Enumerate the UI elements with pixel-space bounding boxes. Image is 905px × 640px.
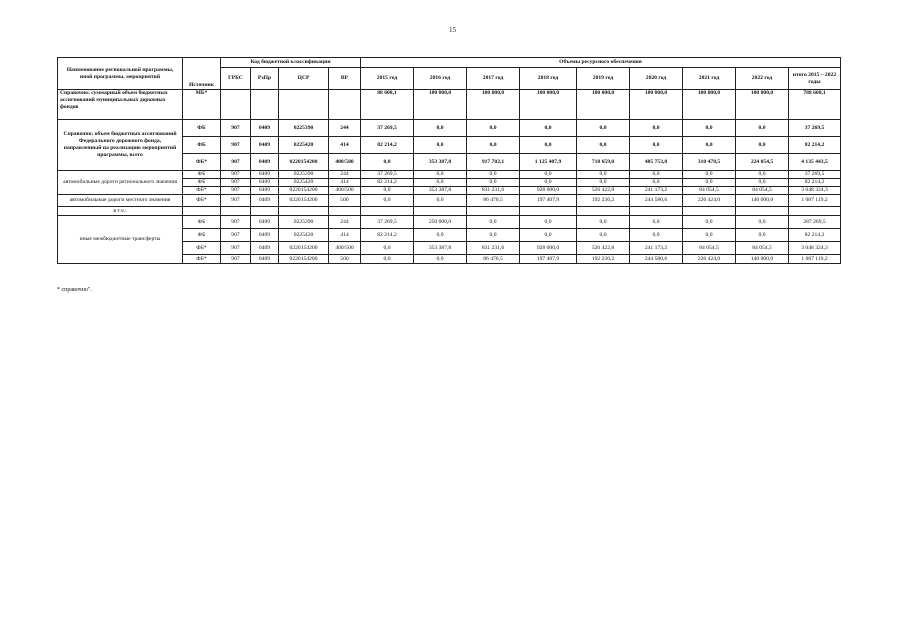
resource-table [57, 57, 841, 264]
value-cell [520, 207, 577, 216]
value-cell: 0,0 [414, 179, 467, 187]
footnote: * справочно". [57, 287, 92, 293]
value-cell: 0,0 [683, 137, 736, 154]
value-cell: 0,0 [736, 229, 789, 242]
table-row [58, 216, 841, 229]
csr-cell: 0220154200 [279, 195, 329, 207]
source-cell: ФБ [183, 171, 221, 179]
value-cell: 140 000,0 [736, 195, 789, 207]
value-cell: 0,0 [520, 120, 577, 137]
grbs-cell: 907 [221, 154, 251, 171]
csr-cell [279, 90, 329, 120]
value-cell: 197 407,9 [520, 195, 577, 207]
header-year: 2018 год [520, 68, 577, 90]
header-csr: ЦСР [279, 68, 329, 90]
value-cell: 226 424,0 [683, 195, 736, 207]
vr-cell: 244 [329, 171, 361, 179]
vr-cell: 244 [329, 216, 361, 229]
grbs-cell: 907 [221, 242, 251, 255]
rzpr-cell: 0409 [251, 229, 279, 242]
table-row [58, 171, 841, 179]
value-cell: 88 608,1 [361, 90, 414, 120]
value-cell: 0,0 [520, 229, 577, 242]
value-cell: 140 000,0 [736, 255, 789, 264]
total-cell: 3 048 324,3 [789, 242, 841, 255]
value-cell: 0,0 [414, 137, 467, 154]
value-cell: 0,0 [361, 187, 414, 195]
csr-cell: 0220154200 [279, 242, 329, 255]
header-year: 2016 год [414, 68, 467, 90]
value-cell: 0,0 [467, 179, 520, 187]
value-cell: 0,0 [630, 171, 683, 179]
source-cell: ФБ [183, 179, 221, 187]
vr-cell: 414 [329, 179, 361, 187]
grbs-cell: 907 [221, 216, 251, 229]
value-cell: 100 000,0 [520, 90, 577, 120]
value-cell: 84 054,5 [736, 242, 789, 255]
total-cell: 1 087 119,2 [789, 195, 841, 207]
value-cell: 485 753,8 [630, 154, 683, 171]
value-cell: 310 478,5 [683, 154, 736, 171]
value-cell: 192 236,2 [577, 255, 630, 264]
header-year: 2021 год [683, 68, 736, 90]
total-cell: 82 214,2 [789, 229, 841, 242]
header-year: 2017 год [467, 68, 520, 90]
value-cell: 241 173,2 [630, 242, 683, 255]
csr-cell: 0225420 [279, 229, 329, 242]
value-cell: 0,0 [467, 216, 520, 229]
rzpr-cell: 0409 [251, 154, 279, 171]
csr-cell: 0225390 [279, 171, 329, 179]
vr-cell: 400/500 [329, 242, 361, 255]
source-cell: МБ* [183, 90, 221, 120]
value-cell: 84 054,5 [683, 187, 736, 195]
value-cell: 0,0 [577, 120, 630, 137]
value-cell: 928 000,0 [520, 242, 577, 255]
value-cell [683, 207, 736, 216]
value-cell: 37 269,5 [361, 171, 414, 179]
value-cell: 831 231,6 [467, 187, 520, 195]
csr-cell: 0225390 [279, 216, 329, 229]
source-cell: ФБ [183, 216, 221, 229]
total-cell: 287 269,5 [789, 216, 841, 229]
grbs-cell: 907 [221, 255, 251, 264]
value-cell: 0,0 [683, 229, 736, 242]
header-year: 2020 год [630, 68, 683, 90]
value-cell: 0,0 [577, 179, 630, 187]
vr-cell: 500 [329, 195, 361, 207]
value-cell: 84 054,5 [683, 242, 736, 255]
csr-cell: 0220154200 [279, 154, 329, 171]
value-cell: 0,0 [520, 137, 577, 154]
value-cell: 0,0 [736, 179, 789, 187]
value-cell: 0,0 [736, 216, 789, 229]
grbs-cell: 907 [221, 137, 251, 154]
vr-cell: 414 [329, 137, 361, 154]
value-cell: 0,0 [520, 179, 577, 187]
value-cell [736, 207, 789, 216]
value-cell: 0,0 [577, 216, 630, 229]
value-cell: 100 000,0 [736, 90, 789, 120]
value-cell [630, 207, 683, 216]
value-cell: 0,0 [577, 229, 630, 242]
value-cell: 526 422,8 [577, 242, 630, 255]
value-cell: 0,0 [467, 229, 520, 242]
value-cell: 0,0 [683, 171, 736, 179]
total-cell: 4 135 443,5 [789, 154, 841, 171]
value-cell: 244 580,6 [630, 255, 683, 264]
value-cell: 0,0 [414, 120, 467, 137]
header-rzpr: РзПр [251, 68, 279, 90]
total-cell: 82 214,2 [789, 179, 841, 187]
value-cell: 0,0 [630, 120, 683, 137]
rzpr-cell: 0409 [251, 255, 279, 264]
rzpr-cell: 0409 [251, 120, 279, 137]
source-cell: ФБ* [183, 195, 221, 207]
rzpr-cell: 0409 [251, 171, 279, 179]
value-cell: 0,0 [577, 137, 630, 154]
rzpr-cell [251, 90, 279, 120]
csr-cell: 0225420 [279, 179, 329, 187]
header-vr: ВР [329, 68, 361, 90]
value-cell: 0,0 [520, 216, 577, 229]
total-cell: 82 214,2 [789, 137, 841, 154]
value-cell: 197 407,9 [520, 255, 577, 264]
header-budget-code: Код бюджетной классификации [221, 58, 361, 68]
program-name: в т.ч.: [58, 207, 183, 216]
value-cell: 84 054,5 [736, 187, 789, 195]
value-cell: 353 387,8 [414, 242, 467, 255]
vr-cell: 244 [329, 120, 361, 137]
header-name: Наименование региональной программы, иной программы, мероприятий [58, 58, 183, 90]
total-cell: 1 087 119,2 [789, 255, 841, 264]
value-cell: 917 702,1 [467, 154, 520, 171]
page-number: 15 [449, 26, 456, 34]
source-cell: ФБ* [183, 255, 221, 264]
value-cell: 0,0 [683, 120, 736, 137]
header-year: 2015 год [361, 68, 414, 90]
total-cell: 37 269,5 [789, 171, 841, 179]
value-cell: 226 424,0 [683, 255, 736, 264]
value-cell: 0,0 [467, 120, 520, 137]
value-cell: 86 470,5 [467, 195, 520, 207]
grbs-cell: 907 [221, 195, 251, 207]
grbs-cell: 907 [221, 229, 251, 242]
total-cell: 37 269,5 [789, 120, 841, 137]
program-name: автомобильные дороги местного значения [58, 195, 183, 207]
value-cell: 0,0 [630, 229, 683, 242]
value-cell: 353 387,8 [414, 187, 467, 195]
source-cell: ФБ* [183, 187, 221, 195]
value-cell: 100 000,0 [467, 90, 520, 120]
total-cell [789, 207, 841, 216]
value-cell: 0,0 [414, 255, 467, 264]
value-cell: 0,0 [414, 195, 467, 207]
value-cell: 353 387,8 [414, 154, 467, 171]
value-cell: 37 269,5 [361, 216, 414, 229]
value-cell: 0,0 [361, 255, 414, 264]
value-cell: 0,0 [577, 171, 630, 179]
rzpr-cell: 0409 [251, 216, 279, 229]
value-cell: 100 000,0 [630, 90, 683, 120]
source-cell: ФБ [183, 137, 221, 154]
value-cell [467, 207, 520, 216]
value-cell: 100 000,0 [683, 90, 736, 120]
header-year: 2019 год [577, 68, 630, 90]
source-cell [183, 207, 221, 216]
rzpr-cell: 0409 [251, 187, 279, 195]
grbs-cell: 907 [221, 120, 251, 137]
vr-cell: 400/500 [329, 187, 361, 195]
value-cell: 718 659,0 [577, 154, 630, 171]
value-cell: 192 236,2 [577, 195, 630, 207]
value-cell: 241 173,2 [630, 187, 683, 195]
table-row [58, 207, 841, 216]
value-cell: 100 000,0 [577, 90, 630, 120]
value-cell: 526 422,8 [577, 187, 630, 195]
value-cell: 37 269,5 [361, 120, 414, 137]
value-cell: 0,0 [414, 229, 467, 242]
source-cell: ФБ [183, 229, 221, 242]
rzpr-cell: 0409 [251, 179, 279, 187]
header-total: итого 2015 – 2022 годы [789, 68, 841, 90]
csr-cell: 0220154200 [279, 255, 329, 264]
program-name: иные межбюджетные трансферты [58, 216, 183, 264]
total-cell: 788 608,1 [789, 90, 841, 120]
header-year: 2022 год [736, 68, 789, 90]
value-cell: 82 214,2 [361, 137, 414, 154]
rzpr-cell [251, 207, 279, 216]
header-source: Источник [183, 58, 221, 90]
table-row [58, 120, 841, 137]
value-cell: 0,0 [520, 171, 577, 179]
value-cell: 100 000,0 [414, 90, 467, 120]
table-row [58, 195, 841, 207]
value-cell: 0,0 [414, 171, 467, 179]
csr-cell: 0225420 [279, 137, 329, 154]
grbs-cell: 907 [221, 179, 251, 187]
csr-cell: 0220154200 [279, 187, 329, 195]
program-name: Справочно: суммарный объем бюджетных ассигнований муниципальных дорожных фондов [58, 90, 183, 120]
header-volumes: Объемы ресурсного обеспечения [361, 58, 841, 68]
value-cell: 831 231,6 [467, 242, 520, 255]
grbs-cell: 907 [221, 187, 251, 195]
value-cell: 0,0 [630, 137, 683, 154]
value-cell: 82 214,2 [361, 229, 414, 242]
vr-cell: 400/500 [329, 154, 361, 171]
value-cell: 0,0 [683, 216, 736, 229]
vr-cell [329, 90, 361, 120]
value-cell [414, 207, 467, 216]
value-cell: 0,0 [361, 242, 414, 255]
rzpr-cell: 0409 [251, 137, 279, 154]
vr-cell: 414 [329, 229, 361, 242]
value-cell: 0,0 [630, 216, 683, 229]
value-cell: 86 470,5 [467, 255, 520, 264]
vr-cell [329, 207, 361, 216]
grbs-cell [221, 90, 251, 120]
source-cell: ФБ [183, 120, 221, 137]
value-cell: 0,0 [361, 195, 414, 207]
header-grbs: ГРБС [221, 68, 251, 90]
value-cell [361, 207, 414, 216]
program-name: автомобильные дороги регионального значения [58, 171, 183, 195]
table-row [58, 90, 841, 120]
grbs-cell [221, 207, 251, 216]
value-cell: 0,0 [361, 154, 414, 171]
value-cell: 0,0 [683, 179, 736, 187]
value-cell [577, 207, 630, 216]
csr-cell: 0225390 [279, 120, 329, 137]
value-cell: 0,0 [467, 137, 520, 154]
value-cell: 224 054,5 [736, 154, 789, 171]
value-cell: 0,0 [736, 120, 789, 137]
value-cell: 928 000,0 [520, 187, 577, 195]
value-cell: 0,0 [467, 171, 520, 179]
csr-cell [279, 207, 329, 216]
rzpr-cell: 0409 [251, 242, 279, 255]
value-cell: 244 580,6 [630, 195, 683, 207]
value-cell: 0,0 [736, 171, 789, 179]
program-name: Справочно: объем бюджетных ассигнований Федерального дорожного фонда, направленный на реализацию мероприятий программы, всего [58, 120, 183, 171]
grbs-cell: 907 [221, 171, 251, 179]
value-cell: 250 000,0 [414, 216, 467, 229]
value-cell: 1 125 407,9 [520, 154, 577, 171]
vr-cell: 500 [329, 255, 361, 264]
value-cell: 0,0 [630, 179, 683, 187]
rzpr-cell: 0409 [251, 195, 279, 207]
value-cell: 0,0 [736, 137, 789, 154]
value-cell: 82 214,2 [361, 179, 414, 187]
table-body [58, 90, 841, 264]
source-cell: ФБ* [183, 242, 221, 255]
source-cell: ФБ* [183, 154, 221, 171]
total-cell: 3 048 324,3 [789, 187, 841, 195]
